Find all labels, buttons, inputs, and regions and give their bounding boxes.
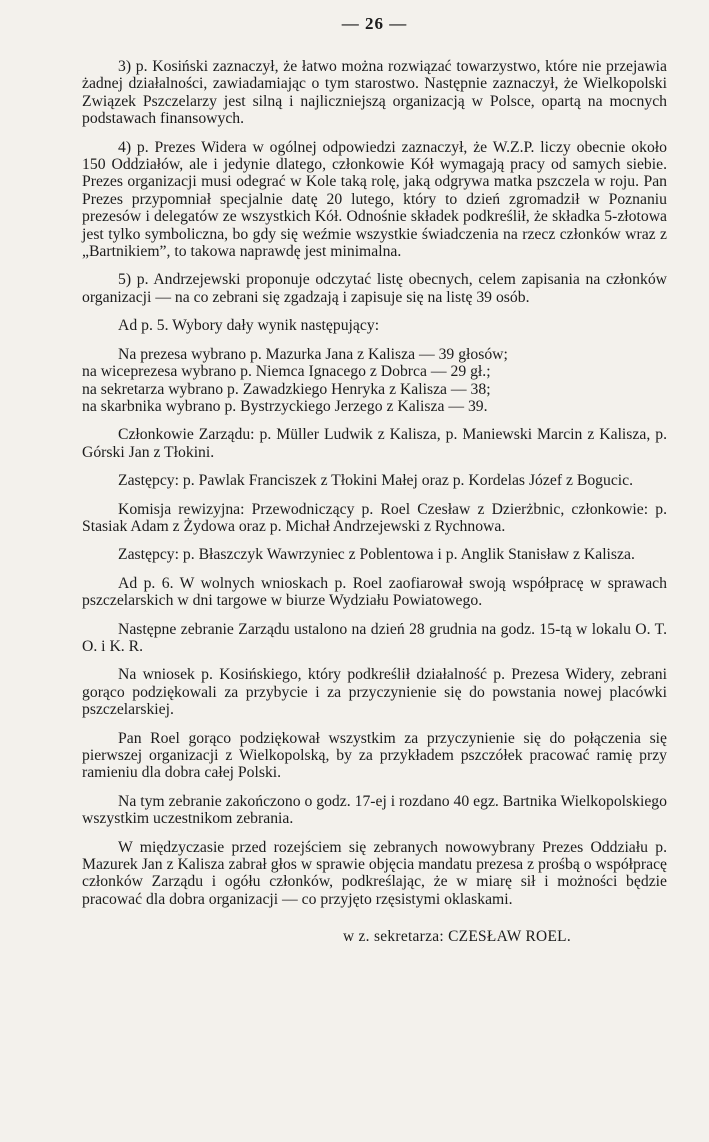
paragraph-elections-heading: Ad p. 5. Wybory dały wynik następujący: xyxy=(118,317,380,335)
election-secretary: na sekretarza wybrano p. Zawadzkiego Henryka z Kalisza — 38; xyxy=(82,380,491,398)
paragraph-point-5: 5) p. Andrzejewski proponuje odczytać listę obecnych, celem zapisania na członków organizacji — na co zebrani się zgadzają i zapisuje się na listę 39 osób. xyxy=(82,271,667,306)
paragraph-point-6: Ad p. 6. W wolnych wnioskach p. Roel zaofiarował swoją współpracę w sprawach pszczelarskich w dni targowe w biurze Wydziału Powiatowego. xyxy=(82,574,667,610)
paragraph-board-deputies: Zastępcy: p. Pawlak Franciszek z Tłokini Małej oraz p. Kordelas Józef z Bogucic. xyxy=(118,472,634,490)
paragraph-point-3: 3) p. Kosiński zaznaczył, że łatwo można rozwiązać towarzystwo, które nie przejawia żadnej działalności, zawiadamiając o tym starostwo. Następnie zaznaczył, że Wielkopolski Związek Pszczelarzy jest silną i najliczniejszą organizacją w Polsce, opartą na mocnych podstawach finansowych. xyxy=(82,58,667,128)
paragraph-meeting-close: Na tym zebranie zakończono o godz. 17-ej i rozdano 40 egz. Bartnika Wielkopolskiego wszystkim uczestnikom zebrania. xyxy=(82,792,667,828)
election-treasurer: na skarbnika wybrano p. Bystrzyckiego Jerzego z Kalisza — 39. xyxy=(82,397,488,415)
election-president: Na prezesa wybrano p. Mazurka Jana z Kalisza — 39 głosów; xyxy=(118,345,508,363)
paragraph-board-members: Członkowie Zarządu: p. Müller Ludwik z Kalisza, p. Maniewski Marcin z Kalisza, p. Górski Jan z Tłokini. xyxy=(82,426,667,461)
election-results xyxy=(82,346,667,416)
signature: w z. sekretarza: CZESŁAW ROEL. xyxy=(342,928,571,946)
paragraph-thanks: Na wniosek p. Kosińskiego, który podkreślił działalność p. Prezesa Widery, zebrani gorąco podziękowali za przybycie i za przyczynienie się do powstania nowej placówki pszczelarskiej. xyxy=(82,666,667,719)
paragraph-audit-committee: Komisja rewizyjna: Przewodniczący p. Roel Czesław z Dzierżbnic, członkowie: p. Stasiak Adam z Żydowa oraz p. Michał Andrzejewski z Rychnowa. xyxy=(82,500,667,535)
paragraph-audit-deputies: Zastępcy: p. Błaszczyk Wawrzyniec z Poblentowa i p. Anglik Stanisław z Kalisza. xyxy=(118,546,635,564)
paragraph-president-speech: W międzyczasie przed rozejściem się zebranych nowowybrany Prezes Oddziału p. Mazurek Jan z Kalisza zabrał głos w sprawie objęcia mandatu prezesa z prośbą o współpracę członków Zarządu i ogółu członków, podkreślając, że w miarę sił i możności będzie pracować dla dobra organizacji — co przyjęto rzęsistymi oklaskami. xyxy=(82,838,667,908)
page-number: — 26 — xyxy=(341,14,408,33)
paragraph-point-4: 4) p. Prezes Widera w ogólnej odpowiedzi zaznaczył, że W.Z.P. liczy obecnie około 150 Oddziałów, ale i jedynie dlatego, członkowie Kół wymagają pracy od samych siebie. Prezes organizacji musi odegrać w Kole taką rolę, jaką odgrywa matka pszczela w roju. Pan Prezes przypomniał specjalnie datę 20 lutego, który to dzień zgromadził w Poznaniu prezesów i delegatów ze wszystkich Kół. Odnośnie składek podkreślił, że składka 5-złotowa jest tylko symboliczna, bo gdy się weźmie wszystkie świadczenia na rzecz członków wraz z „Bartnikiem”, to takowa naprawdę jest minimalna. xyxy=(82,138,667,261)
paragraph-roel-thanks: Pan Roel gorąco podziękował wszystkim za przyczynienie się do połączenia się pierwszej organizacji z Wielkopolską, by za przykładem pszczółek pracować ramię przy ramieniu dla dobra całej Polski. xyxy=(82,729,667,782)
election-vice-president: na wiceprezesa wybrano p. Niemca Ignacego z Dobrca — 29 gł.; xyxy=(82,363,491,381)
paragraph-next-meeting: Następne zebranie Zarządu ustalono na dzień 28 grudnia na godz. 15-tą w lokalu O. T. O. i K. R. xyxy=(82,620,667,655)
